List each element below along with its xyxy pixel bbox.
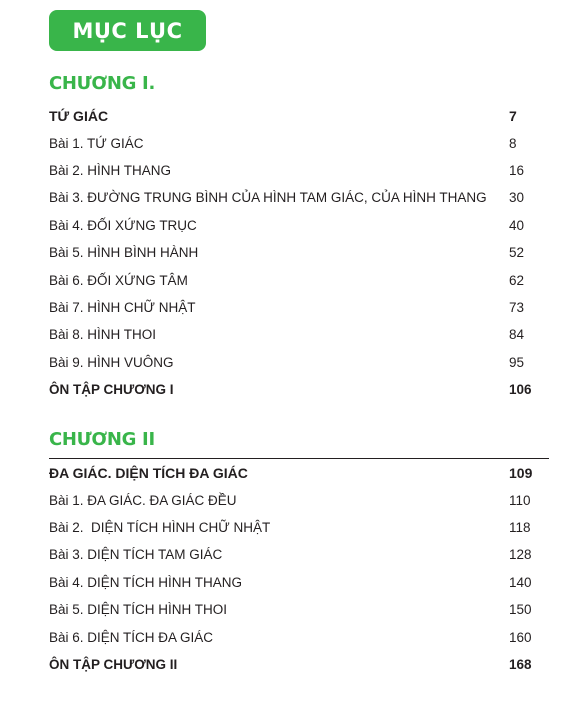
page-number: 128 bbox=[509, 547, 532, 563]
lesson-title: Bài 4. ĐỐI XỨNG TRỤC bbox=[49, 217, 197, 233]
page-number: 30 bbox=[509, 190, 525, 206]
review-title: ÔN TẬP CHƯƠNG II bbox=[49, 656, 178, 672]
toc-section-row[interactable] bbox=[49, 458, 549, 486]
page-title: MỤC LỤC bbox=[49, 10, 206, 51]
lesson-title: Bài 1. TỨ GIÁC bbox=[49, 135, 144, 151]
page-number: 118 bbox=[509, 519, 531, 535]
lesson-title: Bài 5. HÌNH BÌNH HÀNH bbox=[49, 245, 199, 261]
page-number: 7 bbox=[509, 107, 517, 124]
chapter-heading: CHƯƠNG II bbox=[49, 429, 155, 450]
toc-section-row[interactable] bbox=[49, 102, 549, 129]
lesson-title: Bài 2. DIỆN TÍCH HÌNH CHỮ NHẬT bbox=[49, 519, 271, 535]
page-number: 52 bbox=[509, 245, 525, 261]
page-number: 84 bbox=[509, 327, 525, 343]
page-number: 110 bbox=[509, 492, 531, 508]
toc-lesson-row[interactable] bbox=[49, 321, 549, 348]
page-number: 168 bbox=[509, 656, 532, 672]
lesson-title: Bài 2. HÌNH THANG bbox=[49, 162, 172, 178]
lesson-title: Bài 6. ĐỐI XỨNG TÂM bbox=[49, 272, 188, 288]
toc-lesson-row[interactable] bbox=[49, 129, 549, 156]
toc-lesson-row[interactable] bbox=[49, 184, 549, 211]
toc-lesson-row[interactable] bbox=[49, 266, 549, 293]
toc-lesson-row[interactable] bbox=[49, 514, 549, 541]
page-number: 160 bbox=[509, 629, 532, 645]
page-number: 109 bbox=[509, 464, 533, 481]
page-number: 140 bbox=[509, 574, 532, 590]
lesson-title: Bài 3. DIỆN TÍCH TAM GIÁC bbox=[49, 547, 223, 563]
lesson-title: Bài 4. DIỆN TÍCH HÌNH THANG bbox=[49, 574, 243, 590]
lesson-title: Bài 7. HÌNH CHỮ NHẬT bbox=[49, 299, 196, 315]
toc-lesson-row[interactable] bbox=[49, 623, 549, 650]
toc-review-row[interactable] bbox=[49, 376, 549, 403]
chapter-heading: CHƯƠNG I. bbox=[49, 73, 155, 94]
toc-lesson-row[interactable] bbox=[49, 541, 549, 568]
review-title: ÔN TẬP CHƯƠNG I bbox=[49, 382, 174, 398]
lesson-title: Bài 5. DIỆN TÍCH HÌNH THOI bbox=[49, 602, 228, 618]
toc-lesson-row[interactable] bbox=[49, 569, 549, 596]
page-number: 106 bbox=[509, 382, 532, 398]
page-number: 8 bbox=[509, 135, 517, 151]
section-title: ĐA GIÁC. DIỆN TÍCH ĐA GIÁC bbox=[49, 464, 248, 481]
page-number: 95 bbox=[509, 354, 525, 370]
toc-lesson-row[interactable] bbox=[49, 349, 549, 376]
page-number: 150 bbox=[509, 602, 532, 618]
toc-lesson-row[interactable] bbox=[49, 212, 549, 239]
lesson-title: Bài 1. ĐA GIÁC. ĐA GIÁC ĐỀU bbox=[49, 492, 237, 508]
toc-lesson-row[interactable] bbox=[49, 239, 549, 266]
toc-review-row[interactable] bbox=[49, 651, 549, 678]
lesson-title: Bài 8. HÌNH THOI bbox=[49, 327, 157, 343]
toc-lesson-row[interactable] bbox=[49, 596, 549, 623]
section-title: TỨ GIÁC bbox=[49, 107, 109, 124]
lesson-title: Bài 3. ĐƯỜNG TRUNG BÌNH CỦA HÌNH TAM GIÁC, CỦA HÌNH THANG bbox=[49, 190, 487, 206]
page-number: 40 bbox=[509, 217, 525, 233]
lesson-title: Bài 6. DIỆN TÍCH ĐA GIÁC bbox=[49, 629, 214, 645]
chapter-2 bbox=[49, 428, 549, 678]
page-number: 73 bbox=[509, 299, 525, 315]
page-number: 62 bbox=[509, 272, 525, 288]
toc-lesson-row[interactable] bbox=[49, 157, 549, 184]
page-number: 16 bbox=[509, 162, 525, 178]
toc-lesson-row[interactable] bbox=[49, 294, 549, 321]
toc-lesson-row[interactable] bbox=[49, 486, 549, 513]
chapter-1 bbox=[49, 72, 549, 403]
lesson-title: Bài 9. HÌNH VUÔNG bbox=[49, 354, 174, 370]
